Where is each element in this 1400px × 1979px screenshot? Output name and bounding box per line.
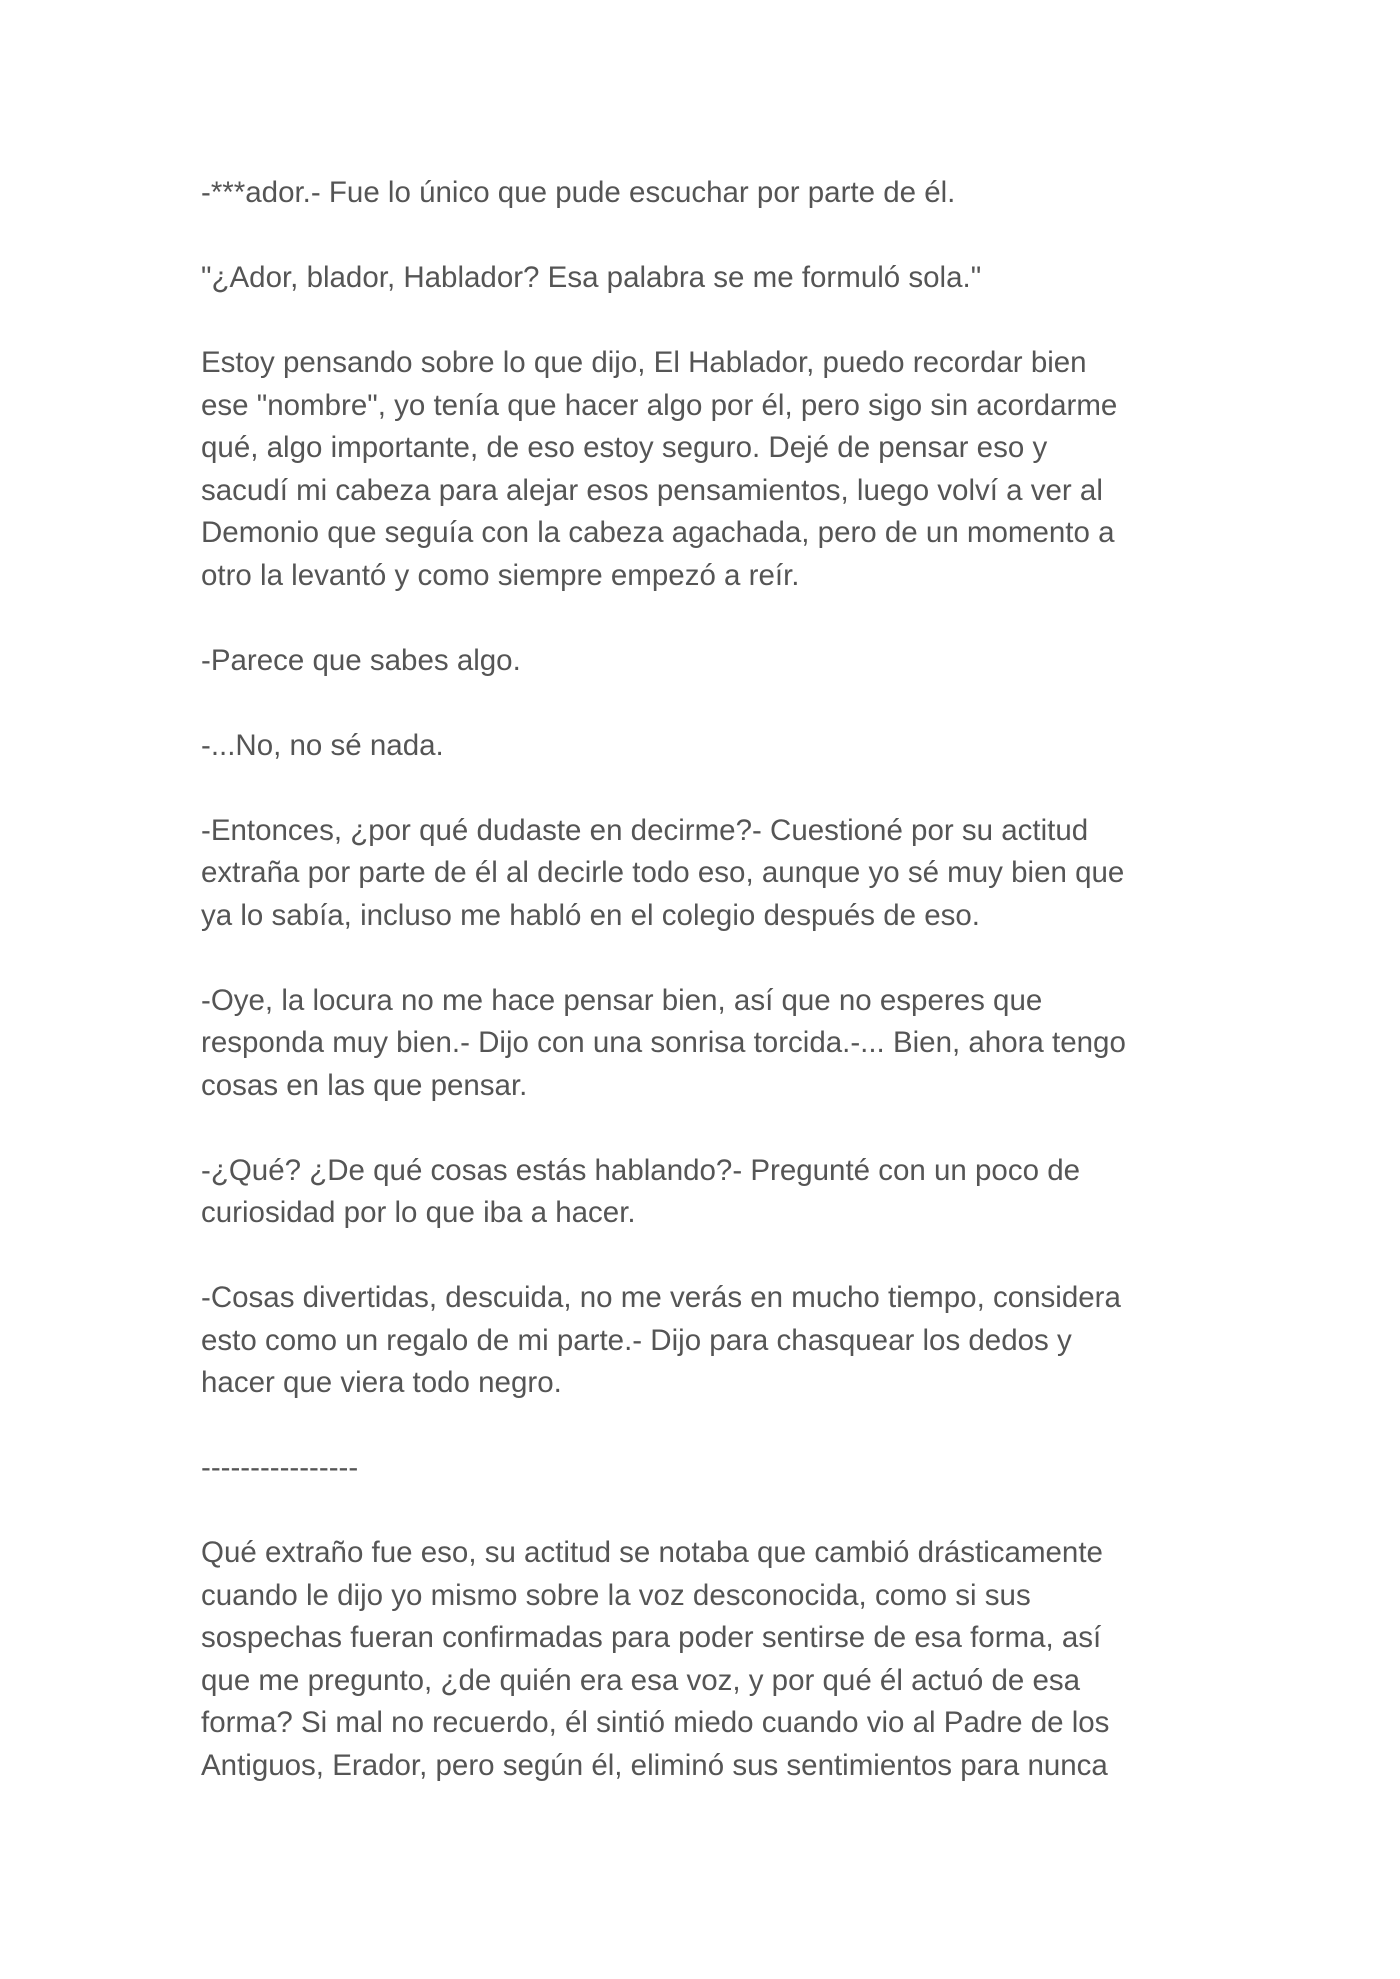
paragraph-7: -Oye, la locura no me hace pensar bien, así que no esperes que responda muy bien.- Dijo con una sonrisa torcida.-... Bien, ahora tengo cosas en las que pensar. — [201, 983, 1126, 1102]
document-body — [201, 172, 1211, 1787]
paragraph-9: -Cosas divertidas, descuida, no me verás en mucho tiempo, considera esto como un regalo de mi parte.- Dijo para chasquear los dedos y hacer que viera todo negro. — [201, 1281, 1121, 1399]
section-divider: ---------------- — [201, 1451, 359, 1484]
paragraph-6: -Entonces, ¿por qué dudaste en decirme?- Cuestioné por su actitud extraña por parte de él al decirle todo eso, aunque yo sé muy bien que ya lo sabía, incluso me habló en el colegio después de eso. — [201, 813, 1125, 932]
paragraph-4: -Parece que sabes algo. — [201, 643, 521, 677]
paragraph-3: Estoy pensando sobre lo que dijo, El Hablador, puedo recordar bien ese "nombre", yo tenía que hacer algo por él, pero sigo sin acordarme qué, algo importante, de eso estoy seguro. Dejé de pensar eso y sacudí mi cabeza para alejar esos pensamientos, luego volví a ver al Demonio que seguía con la cabeza agachada, pero de un momento a otro la levantó y como siempre empezó a reír. — [201, 346, 1118, 592]
paragraph-1: -***ador.- Fue lo único que pude escuchar por parte de él. — [201, 176, 956, 209]
paragraph-2: "¿Ador, blador, Hablador? Esa palabra se me formuló sola." — [201, 261, 982, 294]
paragraph-10: Qué extraño fue eso, su actitud se notaba que cambió drásticamente cuando le dijo yo mismo sobre la voz desconocida, como si sus sospechas fueran confirmadas para poder sentirse de esa forma, así que me pregunto, ¿de quién era esa voz, y por qué él actuó de esa forma? Si mal no recuerdo, él sintió miedo cuando vio al Padre de los Antiguos, Erador, pero según él, eliminó sus sentimientos para nunca — [201, 1536, 1110, 1782]
paragraph-5: -...No, no sé nada. — [201, 728, 444, 762]
paragraph-8: -¿Qué? ¿De qué cosas estás hablando?- Pregunté con un poco de curiosidad por lo que iba a hacer. — [201, 1153, 1081, 1229]
